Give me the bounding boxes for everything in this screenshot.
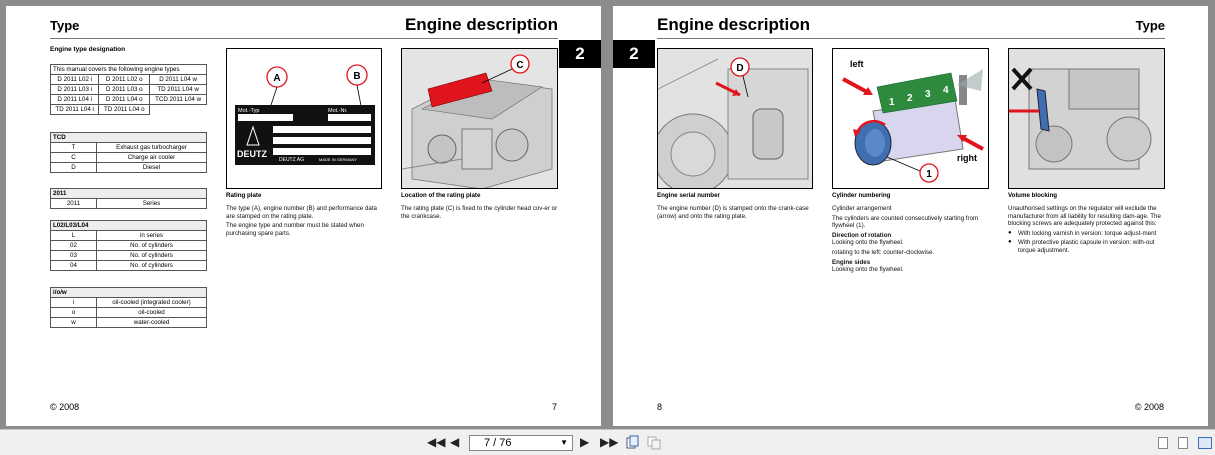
table-row: [51, 143, 207, 153]
paragraph: The cylinders are counted consecutively starting from flywheel (1).: [832, 214, 979, 230]
volume-caption: Volume blocking: [1008, 192, 1058, 199]
footer-copyright: © 2008: [1134, 402, 1164, 412]
table-cell: in series: [97, 231, 207, 241]
table-row: [51, 298, 207, 308]
table-cell: C: [51, 153, 97, 163]
serial-number-figure: [657, 48, 813, 189]
duplicate-view-icon[interactable]: [646, 434, 662, 453]
paragraph: The type (A), engine number (B) and performance data are stamped on the rating plate.: [226, 205, 377, 220]
table-row: [51, 241, 207, 251]
table-row: [51, 105, 207, 115]
table-cell: D 2011 L02 o: [99, 75, 150, 85]
right-label: right: [957, 153, 977, 163]
table-cell: oil-cooled: [97, 308, 207, 318]
paragraph: rotating to the left: counter-clockwise.: [832, 248, 935, 256]
serial-caption: Engine serial number: [657, 192, 720, 199]
callout-d: D: [736, 63, 744, 74]
table-cell: Charge air cooler: [97, 153, 207, 163]
table-cell: D: [51, 163, 97, 173]
table-cell: Series: [97, 199, 207, 209]
tcd-table: [50, 132, 207, 173]
page-indicator: 7 / 76: [484, 437, 512, 449]
table-cell: D 2011 L03 o: [99, 85, 150, 95]
table-row: [51, 199, 207, 209]
cylinder-text: [832, 205, 990, 276]
single-page-view-icon[interactable]: [1158, 437, 1168, 449]
table-row: [51, 231, 207, 241]
table-row: [51, 261, 207, 271]
engine-types-table: [50, 64, 207, 115]
table-cell: D 2011 L04 w: [150, 75, 207, 85]
subheading: Engine sides: [832, 258, 871, 266]
paragraph: Looking onto the flywheel.: [832, 239, 904, 247]
next-page-icon[interactable]: ▶: [580, 435, 590, 449]
page-header-type: Type: [50, 18, 80, 33]
cylinder-caption: Cylinder numbering: [832, 192, 891, 199]
rating-plate-illustration: [227, 49, 382, 189]
table-cell: No. of cylinders: [97, 251, 207, 261]
engine-type-designation-heading: Engine type designation: [50, 46, 126, 53]
table-cell: oil-cooled (integrated cooler): [97, 298, 207, 308]
table-cell: T: [51, 143, 97, 153]
table-row: [51, 85, 207, 95]
continuous-view-icon[interactable]: [1178, 437, 1188, 449]
copy-to-clipboard-icon[interactable]: [624, 434, 640, 453]
cooling-table: [50, 287, 207, 328]
left-label: left: [850, 59, 864, 69]
callout-c: C: [516, 60, 524, 71]
table-title: L02/L03/L04: [51, 221, 207, 231]
table-row: [51, 251, 207, 261]
cylinder-count-table: [50, 220, 207, 271]
table-cell: D 2011 L03 i: [51, 85, 99, 95]
table-cell: Diesel: [97, 163, 207, 173]
rating-plate-location-figure: [401, 48, 558, 189]
crankcase-illustration: [658, 49, 813, 189]
subheading: Direction of rotation: [832, 231, 892, 239]
table-cell: i: [51, 298, 97, 308]
series-table: [50, 188, 207, 209]
table-cell: Exhaust gas turbocharger: [97, 143, 207, 153]
table-cell: water-cooled: [97, 318, 207, 328]
table-row: [51, 308, 207, 318]
page-header-title: Engine description: [657, 15, 811, 34]
cylinder-1-label: 1: [889, 97, 895, 108]
engine-illustration: [402, 49, 558, 189]
page-selector[interactable]: [469, 435, 573, 451]
page-right: [613, 6, 1208, 426]
table-title: This manual covers the following engine types: [51, 65, 207, 75]
first-page-icon[interactable]: ◀◀: [427, 435, 446, 449]
cylinder-diagram: [833, 49, 989, 189]
table-row: [51, 95, 207, 105]
table-title: 2011: [51, 189, 207, 199]
table-cell: L: [51, 231, 97, 241]
callout-a: A: [273, 73, 281, 84]
company-text: DEUTZ AG: [279, 157, 305, 163]
paragraph: Cylinder arrangement: [832, 205, 892, 212]
paragraph: The engine type and number must be stated when purchasing spare parts.: [226, 222, 364, 237]
table-row: [51, 153, 207, 163]
mot-nr-label: Mot.-Nr.: [328, 108, 348, 114]
last-page-icon[interactable]: ▶▶: [600, 435, 619, 449]
page-number: 7: [551, 402, 557, 412]
page-header-type: Type: [1135, 18, 1165, 33]
cylinder-3-label: 3: [925, 89, 931, 100]
rating-plate-text: [226, 205, 384, 239]
rating-plate-figure: [226, 48, 382, 189]
rating-plate-caption: Rating plate: [226, 192, 262, 199]
deutz-logo: DEUTZ: [237, 149, 267, 159]
section-tab: 2: [613, 40, 655, 68]
cylinder-numbering-figure: [832, 48, 989, 189]
table-cell: 04: [51, 261, 97, 271]
two-page-view-icon[interactable]: [1198, 437, 1212, 449]
table-cell: No. of cylinders: [97, 241, 207, 251]
volume-text: [1008, 205, 1166, 257]
table-title: i/o/w: [51, 288, 207, 298]
paragraph: The engine number (D) is stamped onto the crank-case (arrow) and onto the rating plate.: [657, 205, 809, 220]
header-rule: [657, 38, 1165, 39]
paragraph: Unauthorised settings on the regulator will exclude the manufacturer from all liability for resulting dam-age. The blocking screws are adequately protected against this:: [1008, 205, 1161, 228]
page-left: [6, 6, 601, 426]
table-cell: [150, 105, 207, 115]
table-cell: o: [51, 308, 97, 318]
bullet-item: ● With locking varnish in version: torque adjust-ment: [1008, 230, 1166, 238]
cylinder-4-label: 4: [943, 85, 949, 96]
header-rule: [50, 38, 558, 39]
table-cell: TD 2011 L04 i: [51, 105, 99, 115]
table-cell: 03: [51, 251, 97, 261]
callout-1: 1: [926, 169, 932, 180]
paragraph: The rating plate (C) is fixed to the cylinder head cov-er or the crankcase.: [401, 205, 558, 220]
location-caption: Location of the rating plate: [401, 192, 481, 199]
serial-text: [657, 205, 815, 222]
viewer-toolbar: [0, 429, 1215, 455]
bullet-item: ● With protective plastic capsule in version: with-out torque adjustment.: [1008, 239, 1166, 254]
table-cell: w: [51, 318, 97, 328]
regulator-illustration: [1009, 49, 1165, 189]
table-cell: D 2011 L02 i: [51, 75, 99, 85]
table-cell: TD 2011 L04 o: [99, 105, 150, 115]
table-cell: D 2011 L04 o: [99, 95, 150, 105]
page-header-title: Engine description: [404, 15, 558, 34]
table-cell: D 2011 L04 i: [51, 95, 99, 105]
callout-b: B: [353, 71, 361, 82]
table-cell: 02: [51, 241, 97, 251]
mot-typ-label: Mot.-Typ: [238, 108, 260, 114]
section-tab: 2: [559, 40, 601, 68]
location-text: [401, 205, 559, 222]
table-row: [51, 163, 207, 173]
table-row: [51, 318, 207, 328]
paragraph: Looking onto the flywheel.: [832, 266, 904, 274]
footer-copyright: © 2008: [50, 402, 80, 412]
page-number: 8: [657, 402, 663, 412]
volume-blocking-figure: [1008, 48, 1165, 189]
chevron-down-icon[interactable]: ▼: [560, 438, 568, 447]
table-cell: 2011: [51, 199, 97, 209]
table-cell: No. of cylinders: [97, 261, 207, 271]
previous-page-icon[interactable]: ◀: [450, 435, 460, 449]
table-row: [51, 75, 207, 85]
table-title: TCD: [51, 133, 207, 143]
made-in-text: MADE IN GERMANY: [319, 157, 358, 162]
cylinder-2-label: 2: [907, 93, 913, 104]
table-cell: TCD 2011 L04 w: [150, 95, 207, 105]
table-cell: TD 2011 L04 w: [150, 85, 207, 95]
